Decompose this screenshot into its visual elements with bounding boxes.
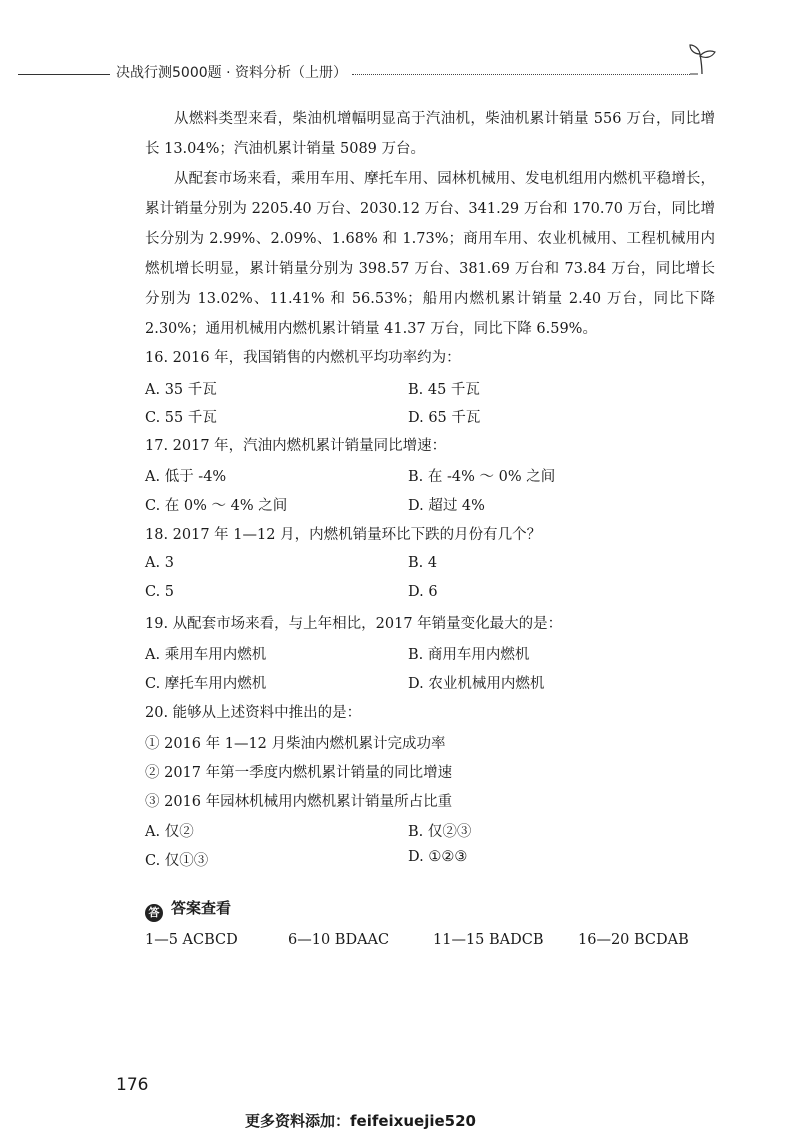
question-19-option-d: D. 农业机械用内燃机 (408, 676, 545, 692)
question-20-stem: 20. 能够从上述资料中推出的是： (145, 705, 362, 721)
question-19-option-c: C. 摩托车用内燃机 (145, 676, 267, 692)
question-18-option-b: B. 4 (408, 555, 438, 571)
page-number: 176 (116, 1075, 149, 1095)
passage-paragraph-market: 从配套市场来看，乘用车用、摩托车用、园林机械用、发电机组用内燃机平稳增长，累计销量分别为 2205.40 万台、2030.12 万台、341.29 万台和 170.70 万台，同比增长分别为 2.99%、2.09%、1.68% 和 1.73%；商用车用、农业机械用、工程机械用内燃机增长明显，累计销量分别为 398.57 万台、381.69 万台和 73.84 万台，同比增长分别为 13.02%、11.41% 和 56.53%；船用内燃机累计销量 2.40 万台，同比下降 2.30%；通用机械用内燃机累计销量 41.37 万台，同比下降 6.59%。 (145, 171, 715, 337)
answer-group-3: 11—15 BADCB (433, 932, 544, 948)
answer-group-2: 6—10 BDAAC (288, 932, 390, 948)
sprout-icon (684, 40, 720, 76)
question-20-option-b: B. 仅②③ (408, 824, 472, 840)
answer-badge-icon: 答 (145, 904, 163, 922)
header-rule-right (352, 74, 690, 75)
question-20-option-c: C. 仅①③ (145, 853, 209, 869)
question-20-option-a: A. 仅② (145, 824, 194, 840)
header-rule-left (18, 74, 110, 75)
question-17-option-d: D. 超过 4% (408, 498, 485, 514)
question-17-stem: 17. 2017 年，汽油内燃机累计销量同比增速： (145, 438, 447, 454)
answer-key-title: 答案查看 (171, 899, 232, 917)
question-19-option-b: B. 商用车用内燃机 (408, 647, 530, 663)
question-18-option-a: A. 3 (145, 555, 174, 571)
question-17-option-b: B. 在 -4% ～ 0% 之间 (408, 469, 556, 485)
answer-key-heading (145, 897, 231, 922)
question-20-statement-1: ① 2016 年 1—12 月柴油内燃机累计完成功率 (145, 736, 446, 752)
answer-group-1: 1—5 ACBCD (145, 932, 238, 948)
question-17-option-a: A. 低于 -4% (145, 469, 227, 485)
question-19-stem: 19. 从配套市场来看，与上年相比，2017 年销量变化最大的是： (145, 616, 563, 632)
question-18-stem: 18. 2017 年 1—12 月，内燃机销量环比下跌的月份有几个？ (145, 527, 542, 543)
question-18-option-d: D. 6 (408, 584, 438, 600)
question-16-option-a: A. 35 千瓦 (145, 382, 217, 398)
question-16-option-d: D. 65 千瓦 (408, 410, 481, 426)
footer-contact: 更多资料添加：feifeixuejie520 (245, 1112, 476, 1130)
running-header-title: 决战行测5000题 · 资料分析（上册） (116, 65, 347, 81)
question-20-option-d: D. ①②③ (408, 849, 468, 865)
passage-paragraph-fuel-type: 从燃料类型来看，柴油机增幅明显高于汽油机，柴油机累计销量 556 万台，同比增长 13.04%；汽油机累计销量 5089 万台。 (145, 111, 715, 157)
question-16-option-c: C. 55 千瓦 (145, 410, 217, 426)
question-19-option-a: A. 乘用车用内燃机 (145, 647, 267, 663)
question-18-option-c: C. 5 (145, 584, 175, 600)
question-17-option-c: C. 在 0% ～ 4% 之间 (145, 498, 288, 514)
question-20-statement-3: ③ 2016 年园林机械用内燃机累计销量所占比重 (145, 794, 453, 810)
question-20-statement-2: ② 2017 年第一季度内燃机累计销量的同比增速 (145, 765, 453, 781)
answer-group-4: 16—20 BCDAB (578, 932, 689, 948)
question-16-option-b: B. 45 千瓦 (408, 382, 480, 398)
question-16-stem: 16. 2016 年，我国销售的内燃机平均功率约为： (145, 350, 461, 366)
